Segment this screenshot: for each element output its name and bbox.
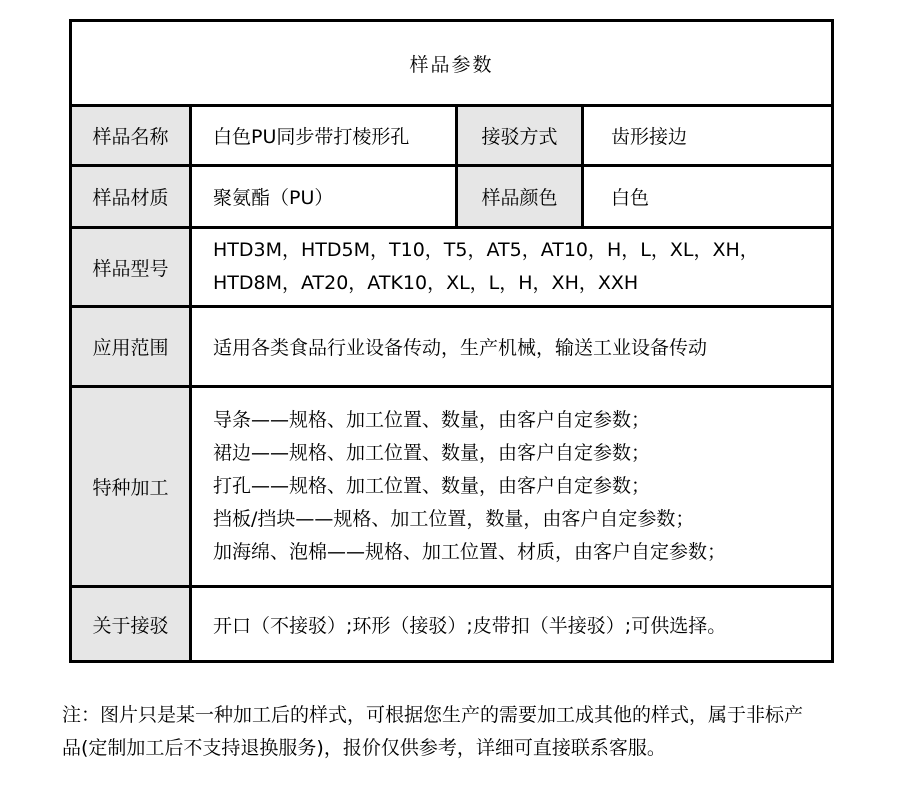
- title-row: [71, 21, 833, 106]
- table-row: [71, 387, 833, 587]
- sample-name-value: 白色PU同步带打棱形孔: [191, 106, 457, 166]
- special-processing-line: 挡板/挡块——规格、加工位置，数量，由客户自定参数；: [213, 508, 695, 530]
- special-processing-value: [191, 387, 833, 587]
- table-row: [71, 228, 833, 307]
- connection-method-value: 齿形接边: [583, 106, 833, 166]
- model-label: 样品型号: [71, 228, 191, 307]
- sample-color-value: 白色: [583, 166, 833, 228]
- about-connection-label: 关于接驳: [71, 587, 191, 662]
- footnote: 注：图片只是某一种加工后的样式，可根据您生产的需要加工成其他的样式，属于非标产品(定制加工后不支持退换服务)，报价仅供参考，详细可直接联系客服。: [62, 704, 804, 759]
- model-value: [191, 228, 833, 307]
- about-connection-value: 开口（不接驳）;环形（接驳）;皮带扣（半接驳）;可供选择。: [191, 587, 833, 662]
- special-processing-line: 加海绵、泡棉——规格、加工位置、材质，由客户自定参数；: [213, 541, 727, 563]
- special-processing-line: 裙边——规格、加工位置、数量，由客户自定参数；: [213, 442, 651, 464]
- material-value: 聚氨酯（PU）: [191, 166, 457, 228]
- page-title: 样品参数: [71, 21, 833, 106]
- application-range-value: 适用各类食品行业设备传动，生产机械，输送工业设备传动: [191, 307, 833, 387]
- special-processing-label: 特种加工: [71, 387, 191, 587]
- table-row: [71, 307, 833, 387]
- sample-color-label: 样品颜色: [457, 166, 583, 228]
- table-row: [71, 166, 833, 228]
- sample-name-label: 样品名称: [71, 106, 191, 166]
- material-label: 样品材质: [71, 166, 191, 228]
- special-processing-line: 导条——规格、加工位置、数量，由客户自定参数；: [213, 409, 651, 431]
- model-line: HTD8M，AT20，ATK10，XL，L，H，XH，XXH: [213, 272, 639, 294]
- table-row: [71, 106, 833, 166]
- spec-table: [69, 19, 834, 663]
- connection-method-label: 接驳方式: [457, 106, 583, 166]
- special-processing-line: 打孔——规格、加工位置、数量，由客户自定参数；: [213, 475, 651, 497]
- application-range-label: 应用范围: [71, 307, 191, 387]
- model-line: HTD3M，HTD5M，T10，T5，AT5，AT10，H，L，XL，XH，: [213, 239, 759, 261]
- table-row: [71, 587, 833, 662]
